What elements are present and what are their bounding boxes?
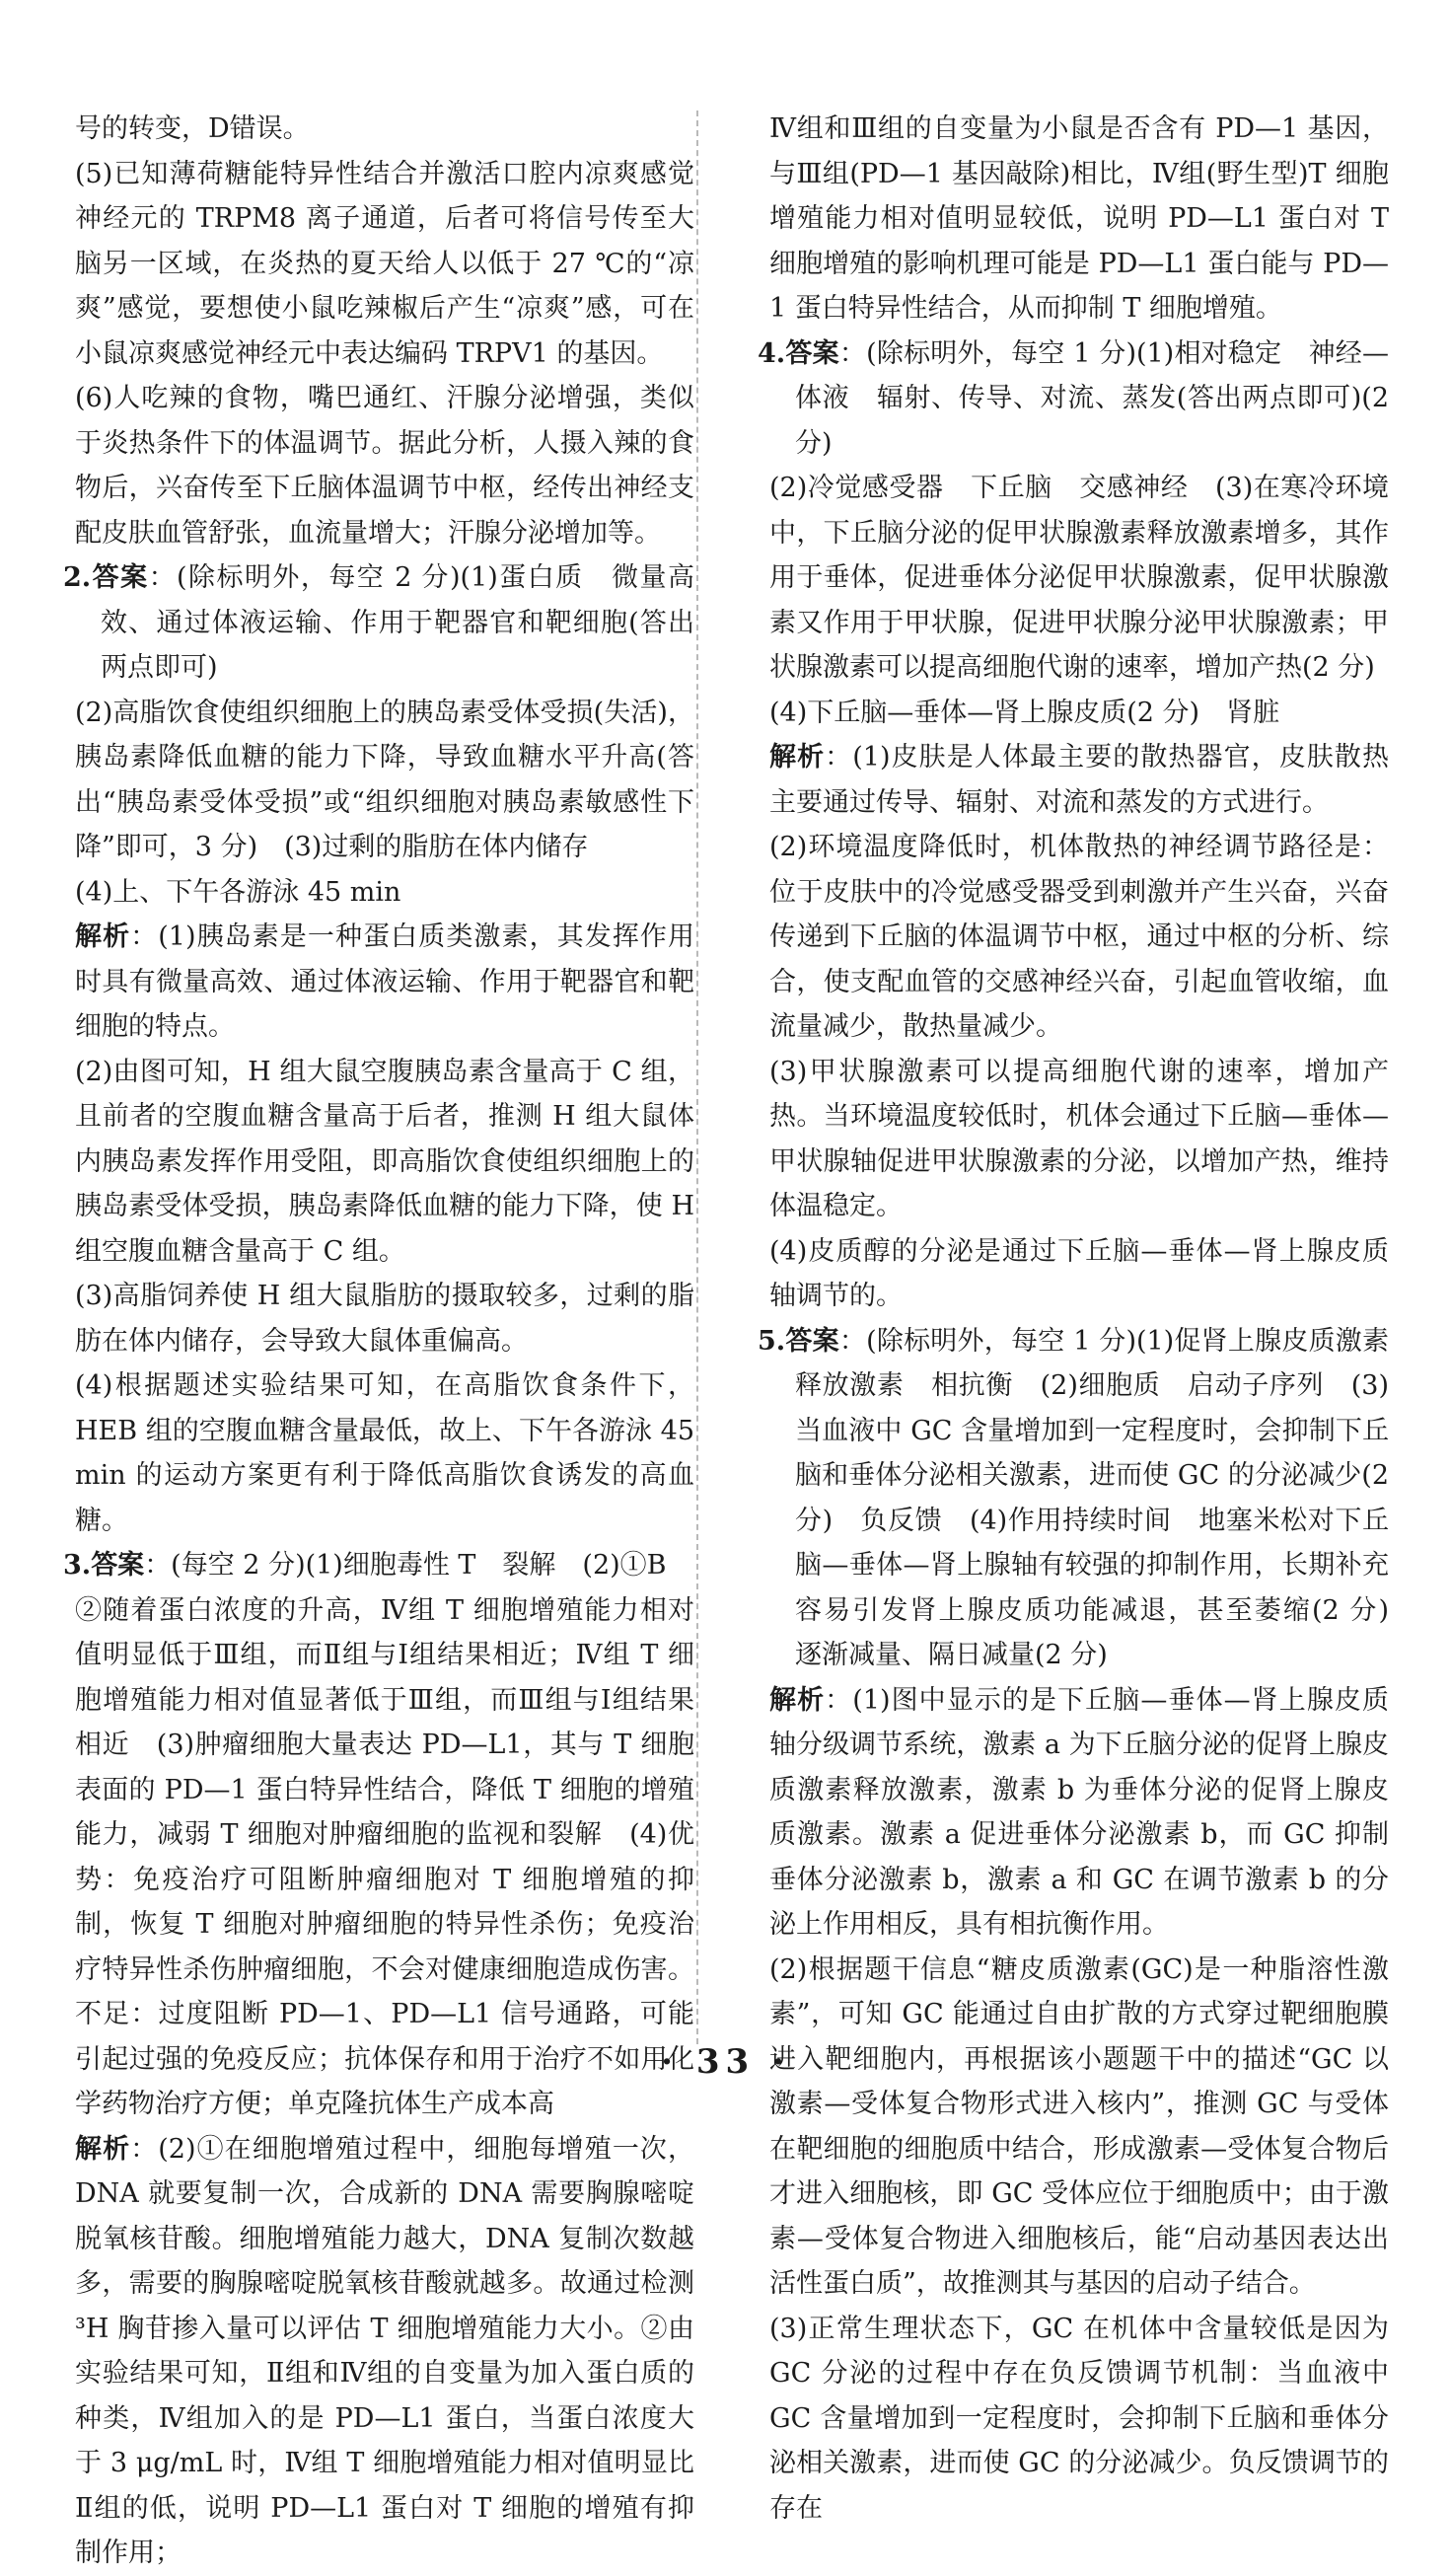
body-paragraph: (4)上、下午各游泳 45 min xyxy=(75,876,401,908)
body-paragraph: (2)由图可知，H 组大鼠空腹胰岛素含量高于 C 组，且前者的空腹血糖含量高于后者，推测 H 组大鼠体内胰岛素发挥作用受阻，即高脂饮食使组织细胞上的胰岛素受体受损，胰岛素降低血糖的能力下降，使 H 组空腹血糖含量高于 C 组。 xyxy=(75,1056,703,1267)
body-paragraph: (2)根据题干信息“糖皮质激素(GC)是一种脂溶性激素”，可知 GC 能通过自由扩散的方式穿过靶细胞膜进入靶细胞内，再根据该小题题干中的描述“GC 以激素—受体复合物形式进入核内”，推测 GC 与受体在靶细胞的细胞质中结合，形成激素—受体复合物后才进入细胞核，即 GC 受体应位于细胞质中；由于激素—受体复合物进入细胞核后，能“启动基因表达出活性蛋白质”，故推测其与基因的启动子结合。 xyxy=(769,1953,1389,2299)
body-paragraph: ②随着蛋白浓度的升高，Ⅳ组 T 细胞增殖能力相对值明显低于Ⅲ组，而Ⅱ组与Ⅰ组结果相近；Ⅳ组 T 细胞增殖能力相对值显著低于Ⅲ组，而Ⅲ组与Ⅰ组结果相近 (3)肿瘤细胞大量表达 PD—L1，其与 T 细胞表面的 PD—1 蛋白特异性结合，降低 T 细胞的增殖能力，减弱 T 细胞对肿瘤细胞的监视和裂解 (4)优势：免疫治疗可阻断肿瘤细胞对 T 细胞增殖的抑制，恢复 T 细胞对肿瘤细胞的特异性杀伤；免疫治疗特异性杀伤肿瘤细胞，不会对健康细胞造成伤害。不足：过度阻断 PD—1、PD—L1 信号通路，可能引起过强的免疫反应；抗体保存和用于治疗不如用化学药物治疗方便；单克隆抗体生产成本高 xyxy=(75,1594,694,2119)
answer-text: ：(每空 2 分)(1)细胞毒性 T 裂解 (2)①B xyxy=(144,1550,667,1581)
answer-paragraph xyxy=(758,331,1398,467)
analysis-label: 解析 xyxy=(769,742,826,773)
question-number: 3. xyxy=(63,1550,92,1581)
body-paragraph: (4)根据题述实验结果可知，在高脂饮食条件下，HEB 组的空腹血糖含量最低，故上、下午各游泳 45 min 的运动方案更有利于降低高脂饮食诱发的高血糖。 xyxy=(75,1370,703,1536)
answer-paragraph xyxy=(63,1543,694,1588)
answer-label: 答案 xyxy=(91,1550,145,1581)
body-paragraph: (4)下丘脑—垂体—肾上腺皮质(2 分) 肾脏 xyxy=(769,697,1280,728)
analysis-text: ：(1)胰岛素是一种蛋白质类激素，其发挥作用时具有微量高效、通过体液运输、作用于靶器官和靶细胞的特点。 xyxy=(75,921,694,1042)
answer-text: ：(除标明外，每空 1 分)(1)相对稳定 神经—体液 辐射、传导、对流、蒸发(答出两点即可)(2 分) xyxy=(795,337,1398,459)
analysis-paragraph xyxy=(758,1678,1389,1948)
analysis-text: ：(1)图中显示的是下丘脑—垂体—肾上腺皮质轴分级调节系统，激素 a 为下丘脑分泌的促肾上腺皮质激素释放激素，激素 b 为垂体分泌的促肾上腺皮质激素。激素 a 促进垂体分泌激素 b，而 GC 抑制垂体分泌激素 b，激素 a 和 GC 在调节激素 b 的分泌上作用相反，具有相抗衡作用。 xyxy=(769,1684,1389,1940)
analysis-label: 解析 xyxy=(75,921,131,952)
analysis-label: 解析 xyxy=(75,2133,131,2165)
question-number: 2. xyxy=(63,562,92,593)
answer-paragraph xyxy=(758,1319,1415,1678)
analysis-label: 解析 xyxy=(769,1684,826,1716)
body-paragraph: 号的转变，D错误。 xyxy=(75,113,310,144)
answer-label: 答案 xyxy=(785,337,839,369)
analysis-paragraph xyxy=(758,735,1389,825)
question-number: 5. xyxy=(758,1325,786,1357)
body-paragraph: (3)高脂饲养使 H 组大鼠脂肪的摄取较多，过剩的脂肪在体内储存，会导致大鼠体重偏高。 xyxy=(75,1281,694,1357)
body-paragraph: (3)甲状腺激素可以提高细胞代谢的速率，增加产热。当环境温度较低时，机体会通过下丘脑—垂体—甲状腺轴促进甲状腺激素的分泌，以增加产热，维持体温稳定。 xyxy=(769,1056,1389,1221)
answer-text: ：(除标明外，每空 1 分)(1)促肾上腺皮质激素释放激素 相抗衡 (2)细胞质 启动子序列 (3)当血液中 GC 含量增加到一定程度时，会抑制下丘脑和垂体分泌相关激素，进而使 GC 的分泌减少(2 分) 负反馈 (4)作用持续时间 地塞米松对下丘脑—垂体—肾上腺轴有较强的抑制作用，长期补充容易引发肾上腺皮质功能减退，甚至萎缩(2 分) 逐渐减量、隔日减量(2 分) xyxy=(795,1325,1415,1670)
body-paragraph: (4)皮质醇的分泌是通过下丘脑—垂体—肾上腺皮质轴调节的。 xyxy=(769,1235,1389,1311)
body-paragraph: (2)高脂饮食使组织细胞上的胰岛素受体受损(失活)，胰岛素降低血糖的能力下降，导致血糖水平升高(答出“胰岛素受体受损”或“组织细胞对胰岛素敏感性下降”即可，3 分) (3)过剩的脂肪在体内储存 xyxy=(75,697,694,862)
body-paragraph: (2)环境温度降低时，机体散热的神经调节路径是：位于皮肤中的冷觉感受器受到刺激并产生兴奋，兴奋传递到下丘脑的体温调节中枢，通过中枢的分析、综合，使支配血管的交感神经兴奋，引起血管收缩，血流量减少，散热量减少。 xyxy=(769,832,1389,1042)
right-column xyxy=(758,107,1415,2531)
column-divider xyxy=(696,110,698,2044)
page-number: · 33 · xyxy=(661,2042,790,2082)
answer-label: 答案 xyxy=(91,562,149,593)
body-paragraph: (2)冷觉感受器 下丘脑 交感神经 (3)在寒冷环境中，下丘脑分泌的促甲状腺激素释放激素增多，其作用于垂体，促进垂体分泌促甲状腺激素，促甲状腺激素又作用于甲状腺，促进甲状腺分泌甲状腺激素；甲状腺激素可以提高细胞代谢的速率，增加产热(2 分) xyxy=(769,473,1389,683)
question-number: 4. xyxy=(758,337,786,369)
body-paragraph: (3)正常生理状态下，GC 在机体中含量较低是因为 GC 分泌的过程中存在负反馈调节机制：当血液中 GC 含量增加到一定程度时，会抑制下丘脑和垂体分泌相关激素，进而使 GC 的分泌减少。负反馈调节的存在 xyxy=(769,2313,1398,2524)
left-column xyxy=(63,107,703,2576)
answer-text: ：(除标明外，每空 2 分)(1)蛋白质 微量高效、通过体液运输、作用于靶器官和靶细胞(答出两点即可) xyxy=(101,562,695,683)
analysis-text: ：(2)①在细胞增殖过程中，细胞每增殖一次，DNA 就要复制一次，合成新的 DNA 需要胸腺嘧啶脱氧核苷酸。细胞增殖能力越大，DNA 复制次数越多，需要的胸腺嘧啶脱氧核苷酸就越多。故通过检测³H 胸苷掺入量可以评估 T 细胞增殖能力大小。②由实验结果可知，Ⅱ组和Ⅳ组的自变量为加入蛋白质的种类，Ⅳ组加入的是 PD—L1 蛋白，当蛋白浓度大于 3 μg/mL 时，Ⅳ组 T 细胞增殖能力相对值明显比Ⅱ组的低，说明 PD—L1 蛋白对 T 细胞的增殖有抑制作用； xyxy=(75,2133,694,2568)
body-paragraph: Ⅳ组和Ⅲ组的自变量为小鼠是否含有 PD—1 基因，与Ⅲ组(PD—1 基因敲除)相比，Ⅳ组(野生型)T 细胞增殖能力相对值明显较低，说明 PD—L1 蛋白对 T 细胞增殖的影响机理可能是 PD—L1 蛋白能与 PD—1 蛋白特异性结合，从而抑制 T 细胞增殖。 xyxy=(769,113,1398,324)
answer-label: 答案 xyxy=(785,1325,839,1357)
analysis-paragraph xyxy=(63,915,694,1050)
answer-paragraph xyxy=(63,555,694,691)
analysis-text: ：(1)皮肤是人体最主要的散热器官，皮肤散热主要通过传导、辐射、对流和蒸发的方式进行。 xyxy=(769,742,1389,818)
body-paragraph: (5)已知薄荷糖能特异性结合并激活口腔内凉爽感觉神经元的 TRPM8 离子通道，后者可将信号传至大脑另一区域，在炎热的夏天给人以低于 27 ℃的“凉爽”感觉，要想使小鼠吃辣椒后产生“凉爽”感，可在小鼠凉爽感觉神经元中表达编码 TRPV1 的基因。 xyxy=(75,158,694,369)
analysis-paragraph xyxy=(63,2127,694,2576)
body-paragraph: (6)人吃辣的食物，嘴巴通红、汗腺分泌增强，类似于炎热条件下的体温调节。据此分析，人摄入辣的食物后，兴奋传至下丘脑体温调节中枢，经传出神经支配皮肤血管舒张，血流量增大；汗腺分泌增加等。 xyxy=(75,383,694,549)
